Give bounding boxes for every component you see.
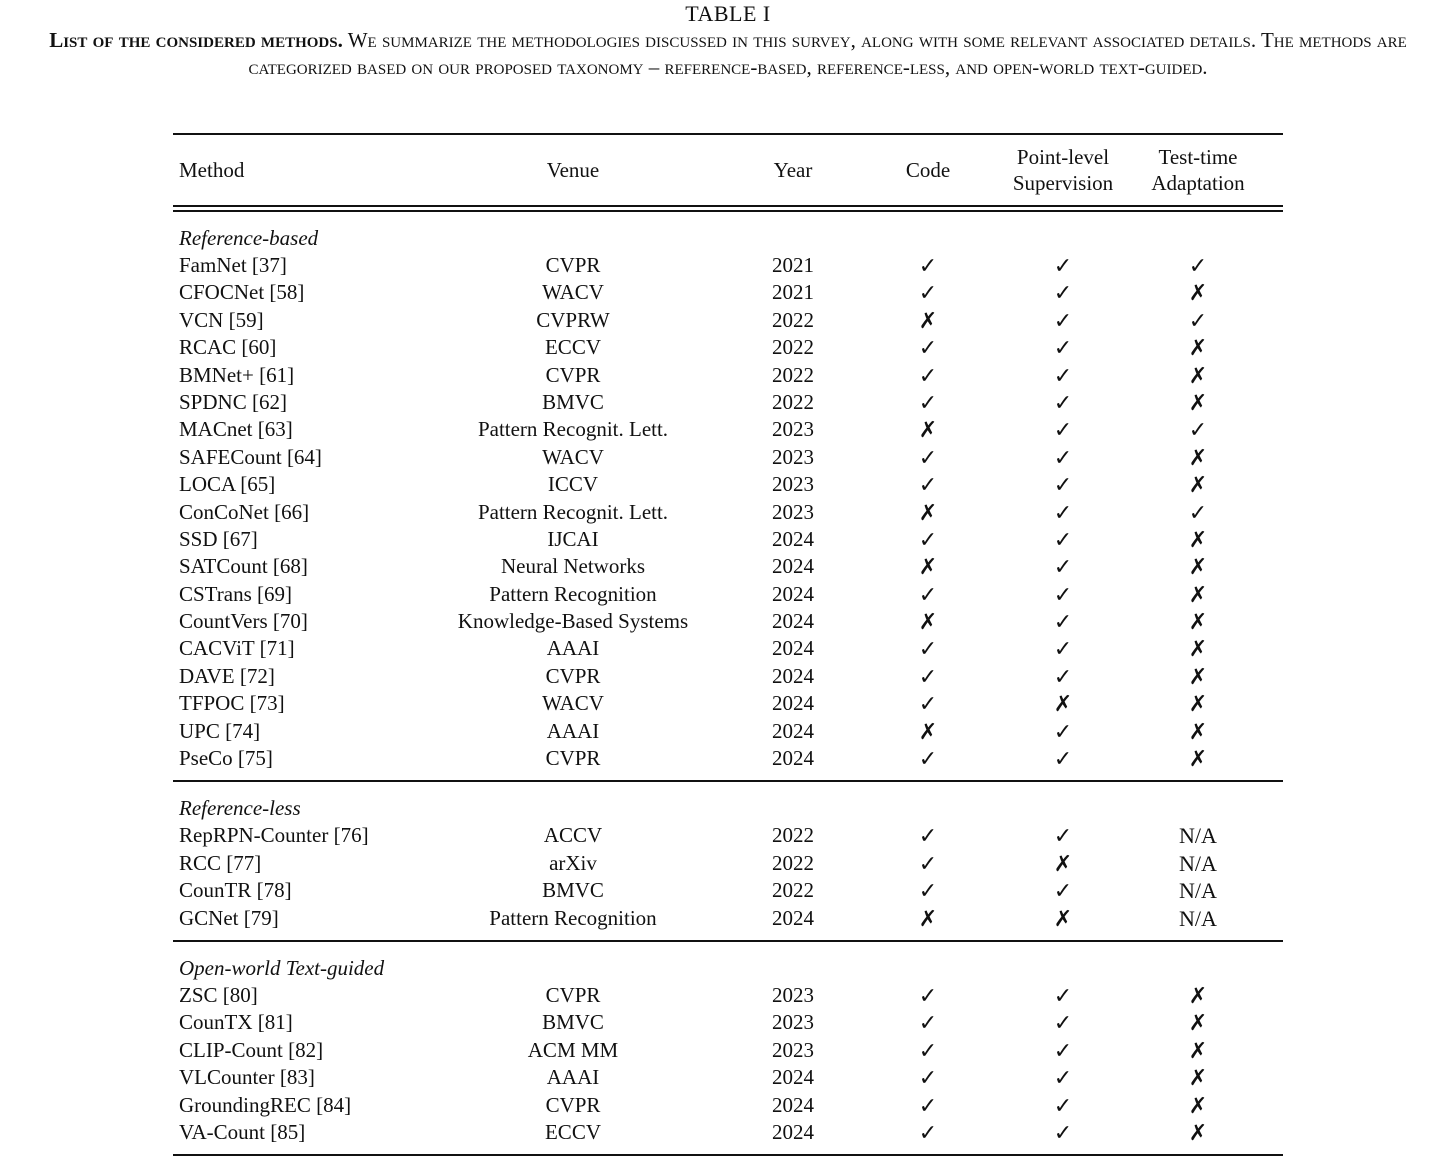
venue-cell: Pattern Recognit. Lett. [477, 417, 669, 442]
table-section [173, 782, 1283, 940]
method-cell: SATCount [68] [179, 554, 308, 579]
method-cell: TFPOC [73] [179, 691, 285, 716]
table-row [173, 1009, 1283, 1036]
test-time-adaptation-cell: ✓ [1188, 417, 1208, 443]
table-row [173, 252, 1283, 279]
table-label: TABLE I [685, 1, 771, 26]
section-title: Reference-less [179, 796, 301, 821]
code-cell: ✓ [918, 1119, 938, 1145]
venue-cell: CVPR [545, 253, 601, 277]
method-cell: CLIP-Count [82] [179, 1037, 324, 1062]
method-cell: VA-Count [85] [179, 1119, 306, 1144]
test-time-adaptation-cell: ✗ [1188, 1037, 1208, 1063]
table-row [173, 822, 1283, 849]
method-cell: UPC [74] [179, 718, 261, 743]
year-cell: 2024 [772, 746, 814, 771]
code-cell: ✓ [918, 1065, 938, 1091]
year-cell: 2022 [772, 878, 814, 903]
year-cell: 2024 [772, 554, 814, 579]
method-cell: FamNet [37] [179, 253, 287, 277]
header-point-line1: Point-level [1016, 145, 1110, 169]
year-cell: 2023 [772, 499, 814, 524]
header-row [173, 135, 1283, 205]
table-row [173, 1092, 1283, 1119]
venue-cell: AAAI [546, 1065, 600, 1090]
test-time-adaptation-cell: ✗ [1188, 472, 1208, 498]
table-section [173, 942, 1283, 1154]
table-row [173, 471, 1283, 498]
test-time-adaptation-cell: ✗ [1188, 280, 1208, 306]
venue-cell: arXiv [549, 850, 597, 875]
table-row [173, 1064, 1283, 1091]
venue-cell: Knowledge-Based Systems [457, 609, 689, 634]
table-row [173, 553, 1283, 580]
point-level-cell: ✓ [1053, 1010, 1073, 1036]
venue-cell: CVPR [545, 1092, 601, 1117]
point-level-cell: ✓ [1053, 1119, 1073, 1145]
code-cell: ✗ [918, 718, 938, 744]
year-cell: 2024 [772, 636, 814, 661]
method-cell: VCN [59] [179, 307, 264, 332]
table-row [173, 635, 1283, 662]
venue-cell: ECCV [544, 335, 601, 360]
table-row [173, 850, 1283, 877]
venue-cell: AAAI [546, 718, 600, 743]
point-level-cell: ✓ [1053, 982, 1073, 1008]
year-cell: 2024 [772, 905, 814, 930]
table-row [173, 905, 1283, 932]
year-cell: 2024 [772, 1119, 814, 1144]
method-cell: VLCounter [83] [179, 1065, 315, 1090]
table-row [173, 581, 1283, 608]
year-cell: 2023 [772, 444, 814, 469]
test-time-adaptation-cell: ✗ [1188, 1010, 1208, 1036]
table-row [173, 444, 1283, 471]
year-cell: 2022 [772, 389, 814, 414]
point-level-cell: ✓ [1053, 362, 1073, 388]
code-cell: ✓ [918, 444, 938, 470]
year-cell: 2022 [772, 335, 814, 360]
test-time-adaptation-cell: ✗ [1188, 691, 1208, 717]
venue-cell: Neural Networks [500, 554, 646, 579]
header-tta-line1: Test-time [1158, 145, 1238, 169]
venue-cell: ECCV [544, 1119, 601, 1144]
point-level-cell: ✓ [1053, 280, 1073, 306]
test-time-adaptation-cell: ✗ [1188, 982, 1208, 1008]
year-cell: 2023 [772, 1037, 814, 1062]
code-cell: ✓ [918, 335, 938, 361]
test-time-adaptation-cell: ✗ [1188, 526, 1208, 552]
bottom-rule [173, 1154, 1283, 1156]
method-cell: CounTR [78] [179, 878, 292, 903]
method-cell: RepRPN-Counter [76] [179, 823, 369, 848]
venue-cell: IJCAI [547, 526, 599, 551]
code-cell: ✗ [918, 905, 938, 931]
table-body [173, 212, 1283, 1154]
year-cell: 2024 [772, 663, 814, 688]
point-level-cell: ✓ [1053, 878, 1073, 904]
venue-cell: BMVC [542, 1010, 604, 1035]
venue-cell: CVPR [545, 982, 601, 1007]
code-cell: ✓ [918, 526, 938, 552]
section-title: Reference-based [179, 226, 319, 250]
code-cell: ✓ [918, 982, 938, 1008]
point-level-cell: ✓ [1053, 823, 1073, 849]
point-level-cell: ✓ [1053, 389, 1073, 415]
method-cell: CounTX [81] [179, 1010, 293, 1035]
header-point-level-supervision [993, 144, 1133, 196]
test-time-adaptation-cell: N/A [1179, 850, 1217, 876]
year-cell: 2023 [772, 982, 814, 1007]
year-cell: 2024 [772, 526, 814, 551]
code-cell: ✓ [918, 823, 938, 849]
method-cell: SSD [67] [179, 526, 258, 551]
table-row [173, 526, 1283, 553]
header-venue: Venue [546, 158, 600, 182]
year-cell: 2021 [772, 280, 814, 305]
method-cell: SAFECount [64] [179, 444, 322, 469]
code-cell: ✗ [918, 499, 938, 525]
test-time-adaptation-cell: ✗ [1188, 636, 1208, 662]
code-cell: ✓ [918, 636, 938, 662]
test-time-adaptation-cell: ✗ [1188, 1119, 1208, 1145]
table-row [173, 745, 1283, 772]
method-cell: CACViT [71] [179, 636, 295, 661]
table-row [173, 1037, 1283, 1064]
table-row [173, 499, 1283, 526]
test-time-adaptation-cell: ✗ [1188, 335, 1208, 361]
test-time-adaptation-cell: ✗ [1188, 554, 1208, 580]
code-cell: ✓ [918, 280, 938, 306]
test-time-adaptation-cell: ✓ [1188, 499, 1208, 525]
venue-cell: AAAI [546, 636, 600, 661]
code-cell: ✓ [918, 362, 938, 388]
method-cell: CSTrans [69] [179, 581, 292, 606]
test-time-adaptation-cell: N/A [1179, 823, 1217, 849]
point-level-cell: ✗ [1053, 850, 1073, 876]
point-level-cell: ✓ [1053, 472, 1073, 498]
method-cell: BMNet+ [61] [179, 362, 295, 387]
code-cell: ✓ [918, 1010, 938, 1036]
venue-cell: WACV [542, 280, 604, 305]
header-test-time-adaptation [1133, 144, 1263, 196]
method-cell: GroundingREC [84] [179, 1092, 352, 1117]
table-row [173, 1119, 1283, 1146]
test-time-adaptation-cell: ✗ [1188, 1092, 1208, 1118]
venue-cell: CVPR [545, 362, 601, 387]
year-cell: 2023 [772, 1010, 814, 1035]
header-method: Method [179, 158, 245, 182]
table-row [173, 416, 1283, 443]
method-cell: CFOCNet [58] [179, 280, 305, 305]
method-cell: GCNet [79] [179, 905, 279, 930]
venue-cell: WACV [542, 691, 604, 716]
table-row [173, 389, 1283, 416]
venue-cell: CVPR [545, 746, 601, 771]
venue-cell: Pattern Recognition [489, 581, 657, 606]
year-cell: 2024 [772, 718, 814, 743]
method-cell: RCAC [60] [179, 335, 277, 360]
test-time-adaptation-cell: N/A [1179, 878, 1217, 904]
table-row [173, 279, 1283, 306]
table-row [173, 307, 1283, 334]
code-cell: ✗ [918, 307, 938, 333]
code-cell: ✓ [918, 663, 938, 689]
point-level-cell: ✓ [1053, 1092, 1073, 1118]
header-code: Code [905, 158, 951, 182]
method-cell: SPDNC [62] [179, 389, 287, 414]
table-row [173, 718, 1283, 745]
test-time-adaptation-cell: ✗ [1188, 663, 1208, 689]
point-level-cell: ✓ [1053, 526, 1073, 552]
test-time-adaptation-cell: ✗ [1188, 444, 1208, 470]
point-level-cell: ✓ [1053, 718, 1073, 744]
method-cell: PseCo [75] [179, 746, 273, 771]
point-level-cell: ✓ [1053, 335, 1073, 361]
point-level-cell: ✓ [1053, 636, 1073, 662]
point-level-cell: ✓ [1053, 554, 1073, 580]
year-cell: 2023 [772, 417, 814, 442]
methods-table [173, 133, 1283, 1156]
year-cell: 2024 [772, 609, 814, 634]
year-cell: 2021 [772, 253, 814, 277]
code-cell: ✓ [918, 581, 938, 607]
point-level-cell: ✓ [1053, 663, 1073, 689]
year-cell: 2022 [772, 850, 814, 875]
method-cell: DAVE [72] [179, 663, 275, 688]
method-cell: ConCoNet [66] [179, 499, 310, 524]
method-cell: MACnet [63] [179, 417, 293, 442]
test-time-adaptation-cell: ✗ [1188, 389, 1208, 415]
venue-cell: BMVC [542, 878, 604, 903]
code-cell: ✓ [918, 253, 938, 278]
code-cell: ✗ [918, 609, 938, 635]
code-cell: ✓ [918, 691, 938, 717]
table-row [173, 877, 1283, 904]
year-cell: 2022 [772, 823, 814, 848]
caption-text: We summarize the methodologies discussed in this survey, along with some relevant associated details. The methods are categorized based on our proposed taxonomy – reference-based, reference-less, and open-world text-guided. [248, 28, 1407, 79]
test-time-adaptation-cell: ✓ [1188, 253, 1208, 278]
section-title: Open-world Text-guided [179, 955, 385, 980]
code-cell: ✓ [918, 389, 938, 415]
test-time-adaptation-cell: N/A [1179, 905, 1217, 931]
year-cell: 2024 [772, 581, 814, 606]
point-level-cell: ✓ [1053, 417, 1073, 443]
test-time-adaptation-cell: ✗ [1188, 746, 1208, 772]
test-time-adaptation-cell: ✗ [1188, 362, 1208, 388]
code-cell: ✓ [918, 1092, 938, 1118]
header-point-line2: Supervision [1012, 171, 1114, 195]
point-level-cell: ✓ [1053, 581, 1073, 607]
point-level-cell: ✓ [1053, 253, 1073, 278]
code-cell: ✓ [918, 1037, 938, 1063]
venue-cell: Pattern Recognit. Lett. [477, 499, 669, 524]
test-time-adaptation-cell: ✓ [1188, 307, 1208, 333]
venue-cell: CVPRW [536, 307, 610, 332]
point-level-cell: ✗ [1053, 905, 1073, 931]
table-row [173, 608, 1283, 635]
table-row [173, 362, 1283, 389]
venue-cell: ACCV [543, 823, 603, 848]
header-double-rule [173, 205, 1283, 212]
point-level-cell: ✓ [1053, 444, 1073, 470]
point-level-cell: ✓ [1053, 307, 1073, 333]
test-time-adaptation-cell: ✗ [1188, 718, 1208, 744]
test-time-adaptation-cell: ✗ [1188, 1065, 1208, 1091]
table-row [173, 334, 1283, 361]
method-cell: RCC [77] [179, 850, 262, 875]
method-cell: ZSC [80] [179, 982, 258, 1007]
point-level-cell: ✓ [1053, 1037, 1073, 1063]
code-cell: ✓ [918, 850, 938, 876]
table-section [173, 212, 1283, 780]
venue-cell: ACM MM [527, 1037, 619, 1062]
year-cell: 2022 [772, 362, 814, 387]
header-year: Year [773, 158, 813, 182]
code-cell: ✗ [918, 554, 938, 580]
point-level-cell: ✗ [1053, 691, 1073, 717]
point-level-cell: ✓ [1053, 499, 1073, 525]
venue-cell: Pattern Recognition [489, 905, 657, 930]
method-cell: CountVers [70] [179, 609, 308, 634]
year-cell: 2024 [772, 691, 814, 716]
code-cell: ✗ [918, 417, 938, 443]
code-cell: ✓ [918, 878, 938, 904]
point-level-cell: ✓ [1053, 609, 1073, 635]
point-level-cell: ✓ [1053, 1065, 1073, 1091]
table-row [173, 982, 1283, 1009]
venue-cell: WACV [542, 444, 604, 469]
year-cell: 2024 [772, 1092, 814, 1117]
venue-cell: BMVC [542, 389, 604, 414]
test-time-adaptation-cell: ✗ [1188, 581, 1208, 607]
method-cell: LOCA [65] [179, 472, 276, 497]
point-level-cell: ✓ [1053, 746, 1073, 772]
venue-cell: CVPR [545, 663, 601, 688]
caption-lead: List of the considered methods. [49, 28, 343, 52]
table-row [173, 663, 1283, 690]
code-cell: ✓ [918, 472, 938, 498]
year-cell: 2024 [772, 1065, 814, 1090]
table-caption [0, 27, 1456, 81]
year-cell: 2023 [772, 472, 814, 497]
test-time-adaptation-cell: ✗ [1188, 609, 1208, 635]
year-cell: 2022 [772, 307, 814, 332]
venue-cell: ICCV [547, 472, 599, 497]
header-tta-line2: Adaptation [1151, 171, 1245, 195]
table-row [173, 690, 1283, 717]
code-cell: ✓ [918, 746, 938, 772]
